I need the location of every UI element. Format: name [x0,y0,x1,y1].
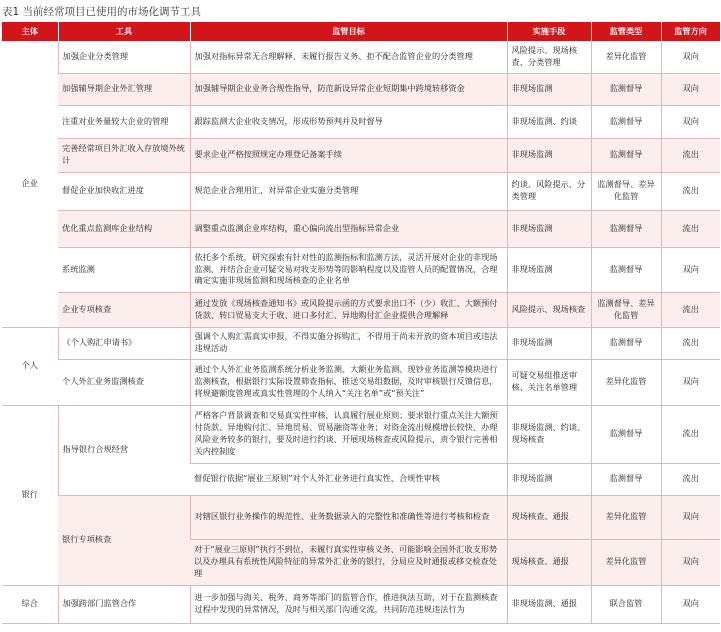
type-cell: 监测督导 [591,73,661,105]
direction-cell: 双向 [661,41,720,73]
means-cell: 非现场监测、通报 [507,585,591,623]
means-cell: 约谈、风险提示、分类管理 [507,172,591,210]
table-row [2,292,720,327]
goal-cell: 要求企业严格按照规定办理登记备案手续 [190,138,507,172]
goal-cell: 督促银行依据“展业三原则”对个人外汇业务进行真实性、合规性审核 [190,463,507,495]
header-direction: 监管方向 [661,22,720,41]
goal-cell: 依托多个系统，研究探索有针对性的监测指标和监测方法，灵活开展对企业的非现场监测，并结合企业可疑交易对收支形势等的影响程度以及监管人员的配置情况，合理确定实施非现场监测和现场核查的企业名单 [190,247,507,292]
header-means: 实施手段 [507,22,591,41]
means-cell: 非现场监测 [507,73,591,105]
tool-cell: 加强跨部门监管合作 [58,585,190,623]
type-cell: 差异化监管 [591,41,661,73]
tool-cell: 加强辅导期企业外汇管理 [58,73,190,105]
type-cell: 差异化监管 [591,539,661,585]
direction-cell: 双向 [661,495,720,539]
table-row [2,138,720,172]
goal-cell: 加强对指标异常无合理解释、未履行报告义务、拒不配合监管企业的分类管理 [190,41,507,73]
subject-cell: 银行 [2,405,58,585]
tool-cell: 注重对业务量较大企业的管理 [58,105,190,138]
direction-cell: 流出 [661,172,720,210]
direction-cell: 流出 [661,463,720,495]
header-goal: 监管目标 [190,22,507,41]
tool-cell: 加强企业分类管理 [58,41,190,73]
goal-cell: 加强辅导期企业业务合规性指导，防范新设异常企业短期集中跨境转移资金 [190,73,507,105]
goal-cell: 通过发放《现场核查通知书》或风险提示函的方式要求出口不（少）收汇、大额预付货款、转口贸易支大于收、进口多付汇、异地购付汇企业提供合理解释 [190,292,507,327]
means-cell: 现场核查、通报 [507,495,591,539]
type-cell: 监测督导、差异化监管 [591,172,661,210]
table-row [2,585,720,623]
type-cell: 差异化监管 [591,359,661,405]
direction-cell: 流出 [661,327,720,359]
subject-cell: 个人 [2,327,58,405]
table-row [2,247,720,292]
header-row [2,22,720,41]
means-cell: 非现场监测、约谈 [507,105,591,138]
direction-cell: 流出 [661,210,720,247]
means-cell: 非现场监测、约谈、现场核查 [507,405,591,463]
type-cell: 监测督导 [591,247,661,292]
table-row [2,405,720,463]
goal-cell: 对辖区银行业务操作的规范性、业务数据录入的完整性和准确性等进行考核和检查 [190,495,507,539]
means-cell: 非现场监测 [507,247,591,292]
type-cell: 差异化监管 [591,495,661,539]
direction-cell: 双向 [661,585,720,623]
goal-cell: 进一步加强与海关、税务、商务等部门的监管合作，推进执法互助，对于在监测核查过程中发现的异常情况，及时与相关部门沟通交流，共同防范违规违法行为 [190,585,507,623]
table-row [2,327,720,359]
table-row [2,359,720,405]
direction-cell: 流出 [661,138,720,172]
table-caption: 表1 当前经常项目已使用的市场化调节工具 [2,6,202,18]
tool-cell: 优化重点监测库企业结构 [58,210,190,247]
direction-cell: 流出 [661,292,720,327]
goal-cell: 对于“展业三原则”执行不到位，未履行真实性审核义务、可能影响全国外汇收支形势以及办理具有系统性风险特征的异常外汇业务的银行，分局应及时通报或移交检查处理 [190,539,507,585]
goal-cell: 跟踪监测大企业收支情况，形成形势预判并及时督导 [190,105,507,138]
table-row [2,105,720,138]
means-cell: 非现场监测 [507,138,591,172]
means-cell: 非现场监测 [507,463,591,495]
table-row [2,172,720,210]
means-cell: 可疑交易组推送审核、关注名单管理 [507,359,591,405]
means-cell: 非现场监测 [507,210,591,247]
goal-cell: 强调个人购汇需真实申报，不得实施分拆购汇，不得用于尚未开放的资本项目或违法违规活动 [190,327,507,359]
tool-cell: 银行专项核查 [58,495,190,585]
table-row [2,210,720,247]
table-row [2,495,720,539]
type-cell: 监测督导 [591,405,661,463]
type-cell: 监测督导 [591,327,661,359]
goal-cell: 严格客户背景调查和交易真实性审核，认真履行展业原则；要求银行重点关注大额预付货款、异地购付汇、异地贸易、贸易融资等业务；对资金流出规模增长较快、办理风险业务较多的银行，要及时进行约谈、开展现场核查或风险提示，责令银行完善相关内控制度 [190,405,507,463]
means-cell: 现场核查、通报 [507,539,591,585]
header-tool: 工具 [58,22,190,41]
subject-cell: 综合 [2,585,58,623]
means-cell: 风险提示、现场核查、分类管理 [507,41,591,73]
header-type: 监管类型 [591,22,661,41]
tool-cell: 完善经常项目外汇收入存放境外统计 [58,138,190,172]
means-cell: 风险提示、现场核查 [507,292,591,327]
direction-cell: 双向 [661,247,720,292]
type-cell: 监测督导 [591,463,661,495]
type-cell: 监测督导 [591,105,661,138]
header-subject: 主体 [2,22,58,41]
tool-cell: 督促企业加快收汇进度 [58,172,190,210]
type-cell: 监测督导 [591,138,661,172]
goal-cell: 规范企业合理用汇，对异常企业实施分类管理 [190,172,507,210]
direction-cell: 双向 [661,73,720,105]
tool-cell: 系统监测 [58,247,190,292]
tool-cell: 《个人购汇申请书》 [58,327,190,359]
goal-cell: 通过个人外汇业务监测系统分析业务监测、大额业务监测、现钞业务监测等模块进行监测核查，根据银行实际设置筛查指标，推送交易组数据，及时审核银行反馈信息，将规避额度管理或真实性管理的个人纳入“关注名单”或“预关注” [190,359,507,405]
direction-cell: 双向 [661,359,720,405]
direction-cell: 双向 [661,105,720,138]
tool-cell: 企业专项核查 [58,292,190,327]
type-cell: 监测督导、差异化监管 [591,292,661,327]
tool-cell: 个人外汇业务监测核查 [58,359,190,405]
goal-cell: 调整重点监测企业库结构，重心偏向流出型指标异常企业 [190,210,507,247]
regulatory-tools-table [2,22,721,624]
tool-cell: 指导银行合规经营 [58,405,190,495]
table-row [2,73,720,105]
direction-cell: 流出 [661,405,720,463]
subject-cell: 企业 [2,41,58,327]
direction-cell: 双向 [661,539,720,585]
type-cell: 监测督导 [591,210,661,247]
type-cell: 联合监管 [591,585,661,623]
table-row [2,41,720,73]
means-cell: 非现场监测 [507,327,591,359]
